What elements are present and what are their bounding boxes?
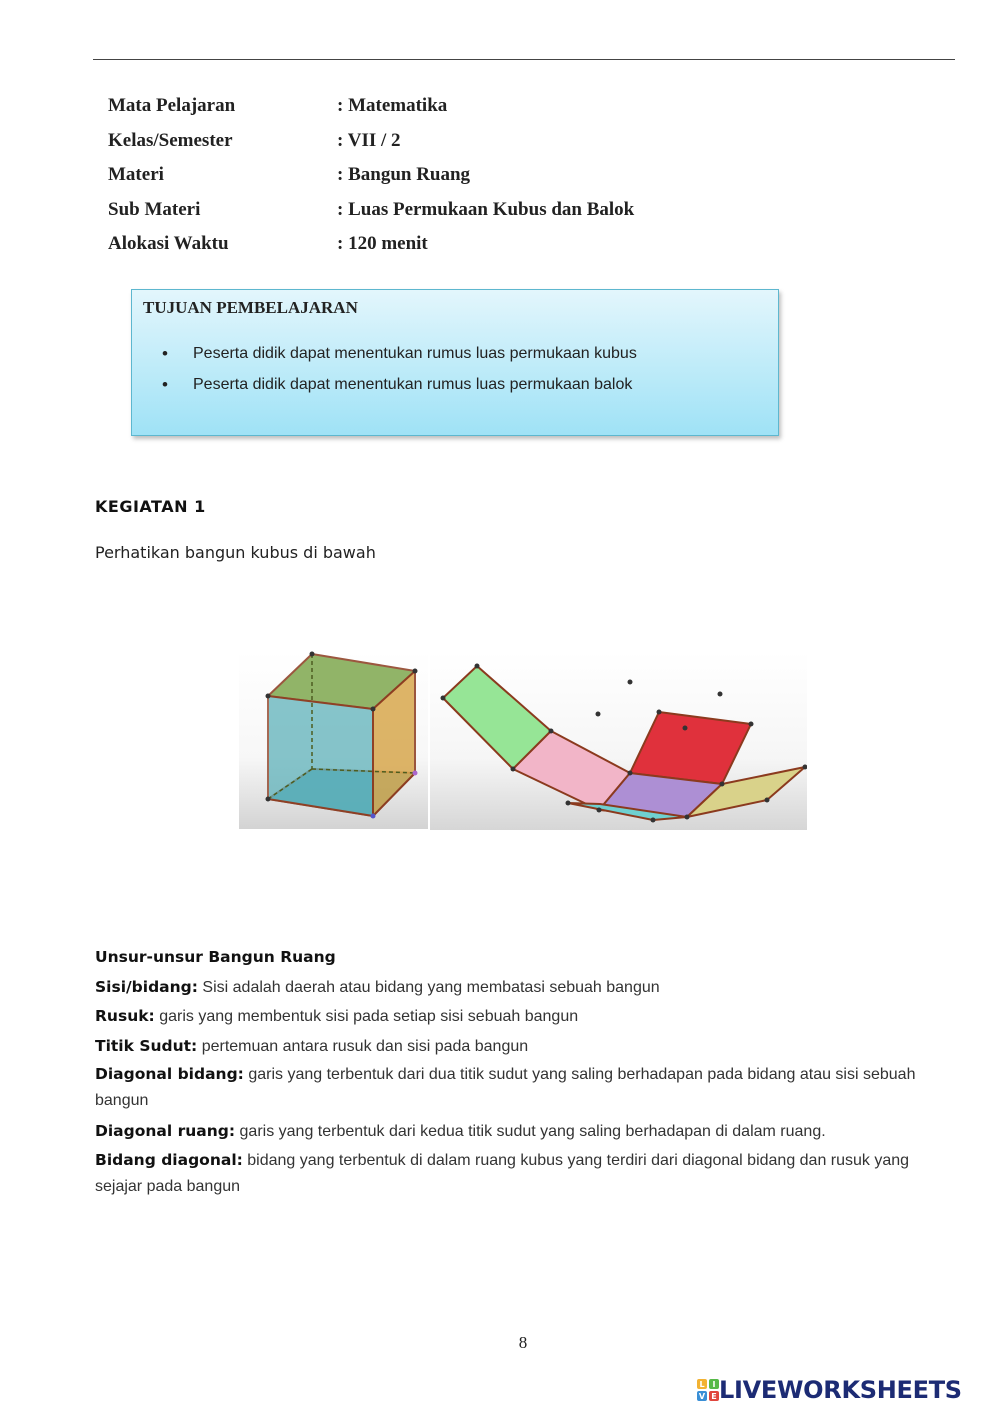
- liveworksheets-logo-icon: [697, 1379, 719, 1401]
- meta-value: : VII / 2: [337, 129, 401, 151]
- cube-net-figure: [239, 651, 807, 836]
- definition-text: garis yang membentuk sisi pada setiap sisi sebuah bangun: [159, 1008, 579, 1025]
- learning-objectives-list: [162, 345, 637, 407]
- brand-text: LIVEWORKSHEETS: [719, 1376, 962, 1404]
- objective-item: • Peserta didik dapat menentukan rumus luas permukaan balok: [162, 376, 637, 407]
- meta-label: Mata Pelajaran: [108, 95, 236, 116]
- cube-drawing: [266, 652, 418, 819]
- learning-objectives-title: TUJUAN PEMBELAJARAN: [143, 298, 358, 317]
- activity-instruction: Perhatikan bangun kubus di bawah: [95, 543, 376, 562]
- meta-label: Materi: [108, 164, 164, 185]
- meta-row: [108, 95, 634, 130]
- activity-title: KEGIATAN 1: [95, 497, 206, 516]
- meta-value: : Matematika: [337, 95, 448, 116]
- definition-term: Rusuk:: [95, 1007, 155, 1025]
- definition-item: [95, 1061, 925, 1117]
- definition-text: Sisi adalah daerah atau bidang yang membatasi sebuah bangun: [202, 978, 660, 996]
- meta-row: [108, 199, 634, 234]
- definition-item: [95, 1147, 925, 1203]
- objective-item: • Peserta didik dapat menentukan rumus luas permukaan kubus: [162, 345, 637, 376]
- header-rule: [93, 59, 955, 60]
- definition-text: bidang yang terbentuk di dalam ruang kubus yang terdiri dari diagonal bidang dan rusuk yang sejajar pada bangun: [95, 1151, 910, 1195]
- logo-letter: E: [711, 1392, 717, 1401]
- meta-label: Alokasi Waktu: [108, 233, 229, 254]
- liveworksheets-logo[interactable]: [697, 1376, 962, 1404]
- meta-label: Sub Materi: [108, 198, 201, 220]
- meta-label: Kelas/Semester: [108, 129, 233, 151]
- page-number: 8: [518, 1333, 528, 1352]
- elements-heading: Unsur-unsur Bangun Ruang: [95, 948, 336, 966]
- meta-value: : Luas Permukaan Kubus dan Balok: [337, 198, 635, 220]
- cube-and-net-illustration: [239, 651, 807, 831]
- meta-value: : 120 menit: [337, 233, 428, 254]
- definition-text: garis yang terbentuk dari kedua titik sudut yang saling berhadapan di dalam ruang.: [239, 1123, 826, 1140]
- definition-term: Titik Sudut:: [95, 1036, 198, 1055]
- definition-term: Diagonal bidang:: [95, 1065, 244, 1083]
- subject-info: [108, 95, 634, 268]
- definition-item: [95, 1032, 925, 1062]
- logo-letter: V: [698, 1392, 706, 1401]
- meta-row: [108, 130, 634, 165]
- definition-term: Diagonal ruang:: [95, 1122, 236, 1140]
- definition-text: pertemuan antara rusuk dan sisi pada bangun: [201, 1037, 529, 1055]
- definition-item: [95, 973, 925, 1003]
- meta-value: : Bangun Ruang: [337, 164, 471, 185]
- definition-term: Bidang diagonal:: [95, 1150, 243, 1169]
- definition-text: garis yang terbentuk dari dua titik sudut yang saling berhadapan pada bidang atau sisi sebuah bangun: [95, 1066, 916, 1109]
- logo-letter: I: [712, 1380, 716, 1389]
- definition-item: [95, 1002, 925, 1032]
- definition-term: Sisi/bidang:: [95, 977, 198, 996]
- space-shape-elements: [95, 943, 925, 1203]
- meta-row: [108, 164, 634, 199]
- meta-row: [108, 233, 634, 268]
- logo-letter: L: [699, 1380, 705, 1389]
- learning-objectives-box: [131, 289, 779, 436]
- definition-item: [95, 1117, 925, 1147]
